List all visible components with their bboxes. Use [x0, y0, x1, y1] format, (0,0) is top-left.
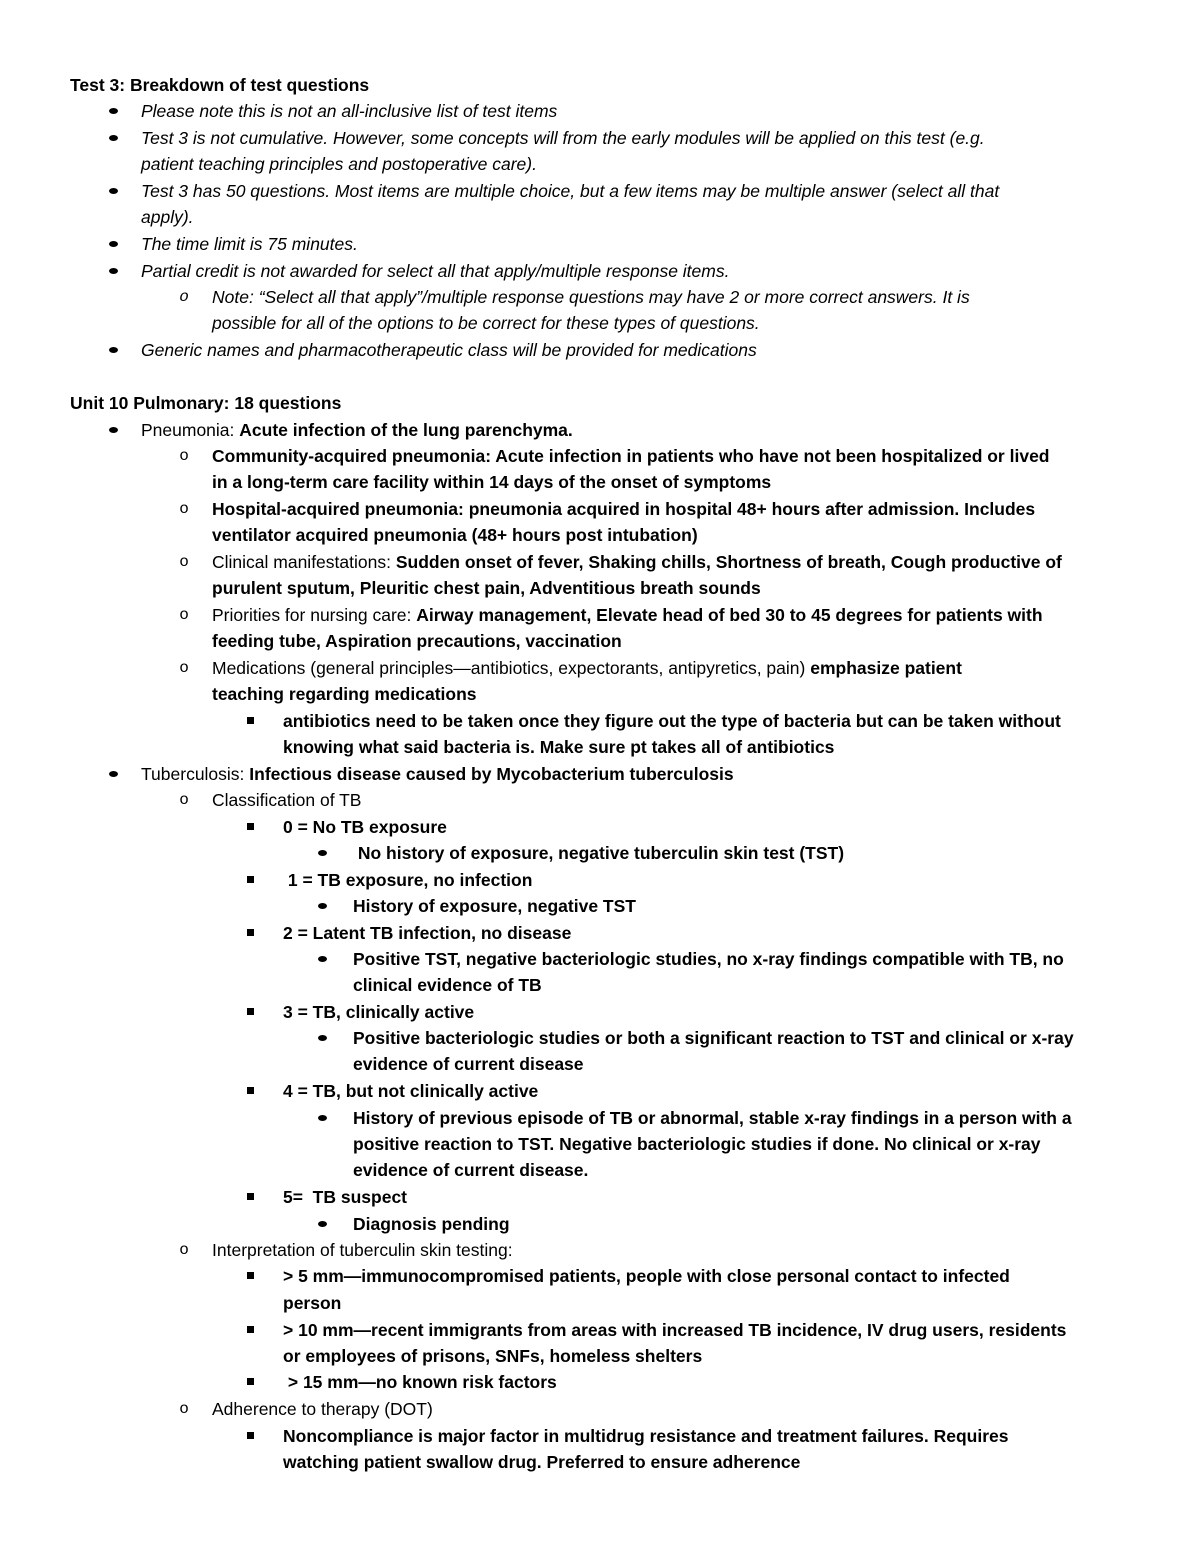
list-item-text: Note: “Select all that apply”/multiple response questions may have 2 or more correct answers. It is — [212, 287, 970, 307]
level4-list-item-continuation — [0, 1051, 1200, 1077]
list-item-text: 3 = TB, clinically active — [283, 1002, 475, 1022]
topic-tuberculosis — [0, 761, 1200, 787]
sub-list-item — [0, 655, 1200, 681]
sub-list-item — [0, 1396, 1200, 1422]
sub-list-item-continuation — [0, 628, 1200, 654]
list-item-text: purulent sputum, Pleuritic chest pain, Adventitious breath sounds — [212, 578, 761, 598]
topic-pneumonia — [0, 417, 1200, 443]
sub-sub-list-item-continuation — [0, 1290, 1200, 1316]
list-item-continuation — [0, 204, 1200, 230]
sub-list-item — [0, 443, 1200, 469]
list-item — [0, 258, 1200, 284]
list-item-text: No history of exposure, negative tuberculin skin test (TST) — [353, 843, 845, 863]
circle-bullet-icon: o — [179, 1400, 189, 1418]
item-label: Priorities for nursing care: — [212, 605, 417, 625]
list-item-text: Test 3 is not cumulative. However, some concepts will from the early modules will be applied on this test (e.g. — [141, 128, 985, 148]
list-item-text: 1 = TB exposure, no infection — [283, 870, 533, 890]
list-item-continuation — [0, 151, 1200, 177]
topic-definition: Acute infection of the lung parenchyma. — [239, 420, 573, 440]
level4-list-item-continuation — [0, 1157, 1200, 1183]
sub-list-item — [0, 1237, 1200, 1263]
list-item-text: teaching regarding medications — [212, 684, 477, 704]
list-item-text: feeding tube, Aspiration precautions, vaccination — [212, 631, 622, 651]
sub-sub-list-item — [0, 1263, 1200, 1289]
item-label: Medications (general principles—antibiotics, expectorants, antipyretics, pain) — [212, 658, 811, 678]
list-item-text: 4 = TB, but not clinically active — [283, 1081, 539, 1101]
list-item-text: Positive TST, negative bacteriologic studies, no x-ray findings compatible with TB, no — [353, 949, 1064, 969]
sub-list-item — [0, 284, 1200, 310]
circle-bullet-icon: o — [179, 500, 189, 518]
list-item-text: Interpretation of tuberculin skin testing: — [212, 1240, 513, 1260]
item-value: Airway management, Elevate head of bed 30 to 45 degrees for patients with — [416, 605, 1043, 625]
list-item-text: Test 3 has 50 questions. Most items are multiple choice, but a few items may be multiple answer (select all that — [141, 181, 1000, 201]
list-item-text: Hospital-acquired pneumonia: pneumonia acquired in hospital 48+ hours after admission. Includes — [212, 499, 1036, 519]
level4-list-item — [0, 840, 1200, 866]
page-title: Test 3: Breakdown of test questions — [70, 75, 370, 95]
list-item-text: > 15 mm—no known risk factors — [283, 1372, 557, 1392]
list-item-text: History of previous episode of TB or abnormal, stable x-ray findings in a person with a — [353, 1108, 1072, 1128]
sub-sub-list-item — [0, 814, 1200, 840]
circle-bullet-icon: o — [179, 553, 189, 571]
level4-list-item — [0, 893, 1200, 919]
sub-sub-list-item-continuation — [0, 1343, 1200, 1369]
list-item-text: knowing what said bacteria is. Make sure pt takes all of antibiotics — [283, 737, 835, 757]
sub-list-item-continuation — [0, 575, 1200, 601]
list-item-text: 0 = No TB exposure — [283, 817, 447, 837]
sub-list-item — [0, 496, 1200, 522]
list-item-text: Partial credit is not awarded for select all that apply/multiple response items. — [141, 261, 730, 281]
list-item-text: Community-acquired pneumonia: Acute infection in patients who have not been hospitalized or lived — [212, 446, 1050, 466]
list-item-text: evidence of current disease — [353, 1054, 584, 1074]
unit-heading — [0, 390, 1200, 416]
list-item-text: 2 = Latent TB infection, no disease — [283, 923, 572, 943]
sub-sub-list-item-continuation — [0, 1449, 1200, 1475]
list-item-text: evidence of current disease. — [353, 1160, 589, 1180]
list-item-text: The time limit is 75 minutes. — [141, 234, 358, 254]
item-value: emphasize patient — [810, 658, 962, 678]
list-item-text: apply). — [141, 207, 194, 227]
circle-bullet-icon: o — [179, 1241, 189, 1259]
list-item-text: positive reaction to TST. Negative bacteriologic studies if done. No clinical or x-ray — [353, 1134, 1041, 1154]
list-item-text: Positive bacteriologic studies or both a significant reaction to TST and clinical or x-ray — [353, 1028, 1074, 1048]
item-label: Clinical manifestations: — [212, 552, 396, 572]
sub-sub-list-item — [0, 1317, 1200, 1343]
sub-list-item-continuation — [0, 310, 1200, 336]
sub-list-item-continuation — [0, 469, 1200, 495]
level4-list-item — [0, 1211, 1200, 1237]
list-item-text: Adherence to therapy (DOT) — [212, 1399, 433, 1419]
sub-sub-list-item — [0, 867, 1200, 893]
list-item-text: watching patient swallow drug. Preferred to ensure adherence — [283, 1452, 801, 1472]
list-item-text: Generic names and pharmacotherapeutic class will be provided for medications — [141, 340, 757, 360]
sub-sub-list-item — [0, 1369, 1200, 1395]
sub-sub-list-item — [0, 999, 1200, 1025]
sub-sub-list-item — [0, 1078, 1200, 1104]
sub-sub-list-item — [0, 1184, 1200, 1210]
circle-bullet-icon: o — [179, 659, 189, 677]
list-item-text: Please note this is not an all-inclusive list of test items — [141, 101, 558, 121]
test-heading — [0, 72, 1200, 98]
sub-list-item-continuation — [0, 681, 1200, 707]
circle-bullet-icon: o — [179, 791, 189, 809]
sub-list-item — [0, 602, 1200, 628]
item-value: Sudden onset of fever, Shaking chills, Shortness of breath, Cough productive of — [395, 552, 1062, 572]
list-item-text: > 10 mm—recent immigrants from areas with increased TB incidence, IV drug users, residents — [283, 1320, 1067, 1340]
circle-bullet-icon: o — [179, 606, 189, 624]
list-item-text: Classification of TB — [212, 790, 362, 810]
sub-sub-list-item-continuation — [0, 734, 1200, 760]
list-item-text: possible for all of the options to be correct for these types of questions. — [212, 313, 760, 333]
list-item-text: Noncompliance is major factor in multidrug resistance and treatment failures. Requires — [283, 1426, 1009, 1446]
level4-list-item-continuation — [0, 1131, 1200, 1157]
list-item-text: History of exposure, negative TST — [353, 896, 636, 916]
list-item — [0, 231, 1200, 257]
topic-definition: Infectious disease caused by Mycobacterium tuberculosis — [249, 764, 734, 784]
list-item-text: clinical evidence of TB — [353, 975, 542, 995]
sub-sub-list-item — [0, 1423, 1200, 1449]
level4-list-item — [0, 1105, 1200, 1131]
list-item-text: patient teaching principles and postoperative care). — [141, 154, 537, 174]
sub-sub-list-item — [0, 708, 1200, 734]
list-item — [0, 125, 1200, 151]
list-item-text: person — [283, 1293, 342, 1313]
topic-label: Pneumonia: — [141, 420, 240, 440]
level4-list-item-continuation — [0, 972, 1200, 998]
sub-list-item — [0, 549, 1200, 575]
circle-bullet-icon: o — [179, 447, 189, 465]
sub-sub-list-item — [0, 920, 1200, 946]
list-item-text: in a long-term care facility within 14 days of the onset of symptoms — [212, 472, 772, 492]
list-item-text: or employees of prisons, SNFs, homeless shelters — [283, 1346, 703, 1366]
circle-bullet-icon: o — [179, 288, 189, 306]
section-title: Unit 10 Pulmonary: 18 questions — [70, 393, 342, 413]
topic-label: Tuberculosis: — [141, 764, 250, 784]
list-item-text: Diagnosis pending — [353, 1214, 510, 1234]
list-item-text: ventilator acquired pneumonia (48+ hours post intubation) — [212, 525, 698, 545]
level4-list-item — [0, 946, 1200, 972]
list-item-text: antibiotics need to be taken once they figure out the type of bacteria but can be taken without — [283, 711, 1061, 731]
list-item — [0, 178, 1200, 204]
list-item-text: > 5 mm—immunocompromised patients, people with close personal contact to infected — [283, 1266, 1010, 1286]
list-item — [0, 98, 1200, 124]
list-item — [0, 337, 1200, 363]
sub-list-item — [0, 787, 1200, 813]
level4-list-item — [0, 1025, 1200, 1051]
sub-list-item-continuation — [0, 522, 1200, 548]
list-item-text: 5= TB suspect — [283, 1187, 408, 1207]
